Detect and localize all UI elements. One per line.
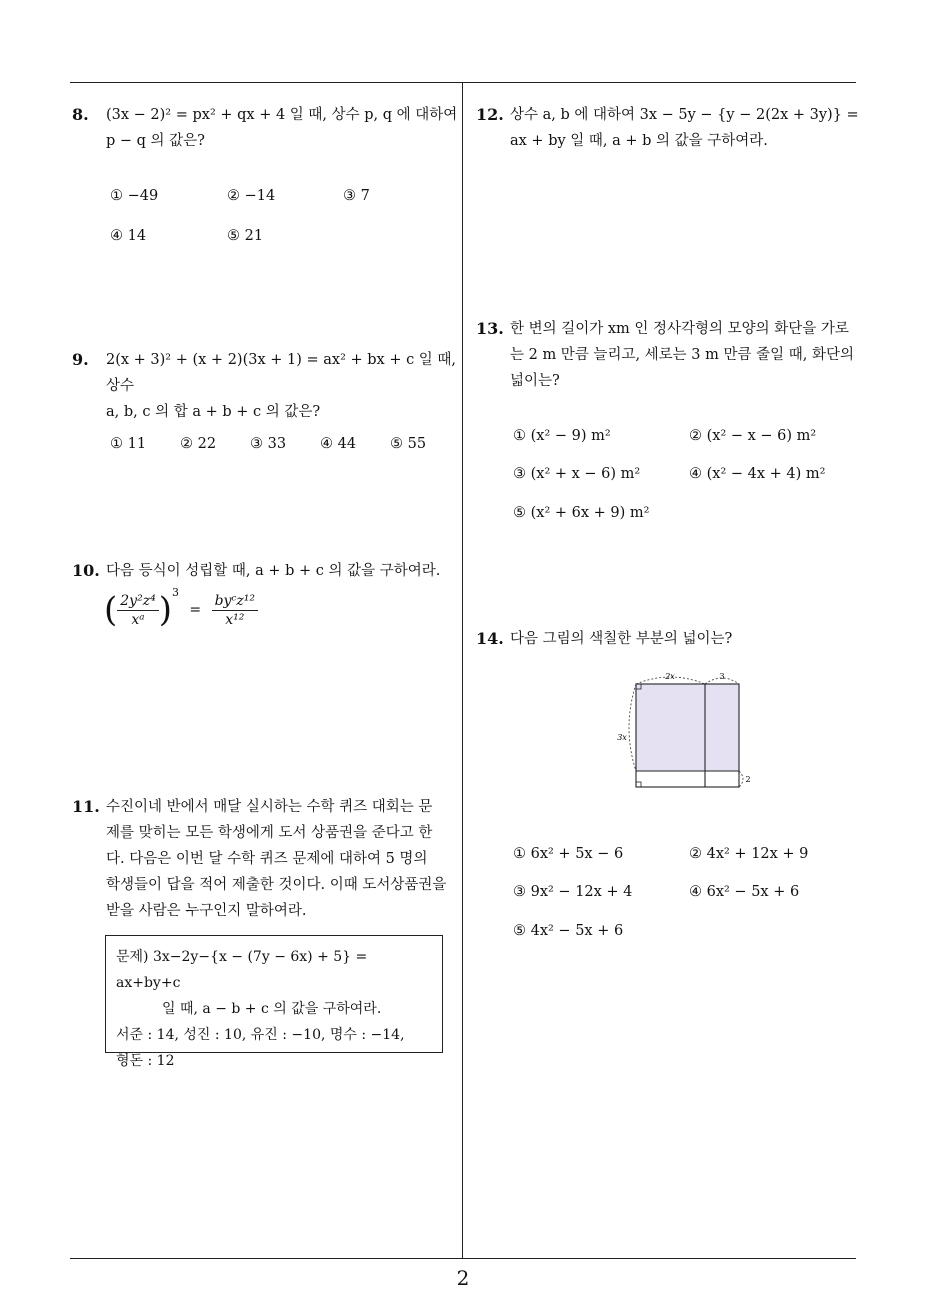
choice-2[interactable]: ② 4x² + 12x + 9 xyxy=(689,846,809,862)
top-rule xyxy=(70,82,856,83)
problem-number: 13. xyxy=(476,319,504,338)
label-2: 2 xyxy=(745,775,751,784)
choice-1[interactable]: ① 11 xyxy=(110,436,147,452)
choice-3[interactable]: ③ 7 xyxy=(343,188,370,204)
problem-11 xyxy=(72,794,462,924)
problem-number: 9. xyxy=(72,350,89,369)
problem-number: 10. xyxy=(72,561,100,580)
problem-text-line: 학생들이 답을 적어 제출한 것이다. 이때 도서상품권을 xyxy=(106,877,447,893)
lhs-fraction xyxy=(117,592,158,629)
box-line: 문제) 3x−2y−{x − (7y − 6x) + 5} = ax+by+c xyxy=(116,949,368,991)
exponent: 3 xyxy=(171,586,179,599)
problem-12 xyxy=(476,102,860,154)
choice-1[interactable]: ① (x² − 9) m² xyxy=(513,428,611,444)
lhs-denominator: xᵃ xyxy=(131,611,145,628)
label-3x: 3x xyxy=(617,733,627,742)
box-line: 형돈 : 12 xyxy=(116,1053,175,1069)
right-angle-mark xyxy=(636,782,641,787)
problem-text-line: 다. 다음은 이번 달 수학 퀴즈 문제에 대하여 5 명의 xyxy=(106,851,428,867)
problem-text-line: 제를 맞히는 모든 학생에게 도서 상품권을 준다고 한 xyxy=(106,825,433,841)
choice-1[interactable]: ① −49 xyxy=(110,188,159,204)
problem-number: 14. xyxy=(476,629,504,648)
brace-left xyxy=(629,684,636,771)
bottom-rule xyxy=(70,1258,856,1259)
label-3: 3 xyxy=(719,672,725,681)
problem-text-line: ax + by 일 때, a + b 의 값을 구하여라. xyxy=(510,133,768,149)
brace-right xyxy=(739,771,743,787)
problem-8 xyxy=(72,102,460,154)
choice-4[interactable]: ④ 6x² − 5x + 6 xyxy=(689,884,800,900)
choice-5[interactable]: ⑤ (x² + 6x + 9) m² xyxy=(513,505,650,521)
answer-box xyxy=(105,935,443,1069)
box-line: 서준 : 14, 성진 : 10, 유진 : −10, 명수 : −14, xyxy=(116,1027,405,1043)
problem-text-line: 2(x + 3)² + (x + 2)(3x + 1) = ax² + bx + c 일 때, 상수 xyxy=(106,352,457,394)
problem-9 xyxy=(72,347,460,425)
problem-text-line: 넓이는? xyxy=(510,373,560,389)
choice-5[interactable]: ⑤ 21 xyxy=(227,228,264,244)
equals-sign: = xyxy=(189,602,202,618)
equation xyxy=(104,586,258,630)
problem-text-line: a, b, c 의 합 a + b + c 의 값은? xyxy=(106,404,321,420)
problem-text-line: 는 2 m 만큼 늘리고, 세로는 3 m 만큼 줄일 때, 화단의 xyxy=(510,347,854,363)
rhs-numerator: byᶜz¹² xyxy=(212,592,258,611)
lhs-numerator: 2y²z⁴ xyxy=(117,592,158,611)
problem-14 xyxy=(476,626,860,652)
rhs-denominator: x¹² xyxy=(225,611,245,628)
choice-3[interactable]: ③ 9x² − 12x + 4 xyxy=(513,884,633,900)
problem-text-line: 수진이네 반에서 매달 실시하는 수학 퀴즈 대회는 문 xyxy=(106,799,433,815)
problem-number: 11. xyxy=(72,797,100,816)
close-paren: ) xyxy=(158,590,172,630)
choice-4[interactable]: ④ 44 xyxy=(320,436,357,452)
problem-text-line: 다음 등식이 성립할 때, a + b + c 의 값을 구하여라. xyxy=(106,563,441,579)
problem-text-line: 상수 a, b 에 대하여 3x − 5y − {y − 2(2x + 3y)} = xyxy=(510,107,859,123)
choice-4[interactable]: ④ (x² − 4x + 4) m² xyxy=(689,466,826,482)
problem-number: 8. xyxy=(72,105,89,124)
choice-5[interactable]: ⑤ 55 xyxy=(390,436,427,452)
area-figure xyxy=(612,668,752,794)
box-line: 일 때, a − b + c 의 값을 구하여라. xyxy=(162,1001,382,1017)
label-2x: 2x xyxy=(665,672,675,681)
choice-1[interactable]: ① 6x² + 5x − 6 xyxy=(513,846,624,862)
choice-3[interactable]: ③ (x² + x − 6) m² xyxy=(513,466,641,482)
choice-2[interactable]: ② −14 xyxy=(227,188,276,204)
choice-4[interactable]: ④ 14 xyxy=(110,228,147,244)
rhs-fraction xyxy=(212,592,258,629)
shaded-region xyxy=(636,684,739,771)
problem-number: 12. xyxy=(476,105,504,124)
open-paren: ( xyxy=(104,590,118,630)
problem-13 xyxy=(476,316,860,394)
problem-text-line: 한 변의 길이가 xm 인 정사각형의 모양의 화단을 가로 xyxy=(510,321,849,337)
choice-2[interactable]: ② (x² − x − 6) m² xyxy=(689,428,817,444)
choice-2[interactable]: ② 22 xyxy=(180,436,217,452)
problem-text-line: 다음 그림의 색칠한 부분의 넓이는? xyxy=(510,631,733,647)
problem-10 xyxy=(72,558,460,584)
choice-5[interactable]: ⑤ 4x² − 5x + 6 xyxy=(513,923,624,939)
problem-text-line: 받을 사람은 누구인지 말하여라. xyxy=(106,903,307,919)
choice-3[interactable]: ③ 33 xyxy=(250,436,287,452)
column-divider xyxy=(462,83,463,1258)
problem-text-line: p − q 의 값은? xyxy=(106,133,205,149)
problem-text-line: (3x − 2)² = px² + qx + 4 일 때, 상수 p, q 에 대하여 xyxy=(106,107,458,123)
page-number: 2 xyxy=(456,1266,470,1290)
